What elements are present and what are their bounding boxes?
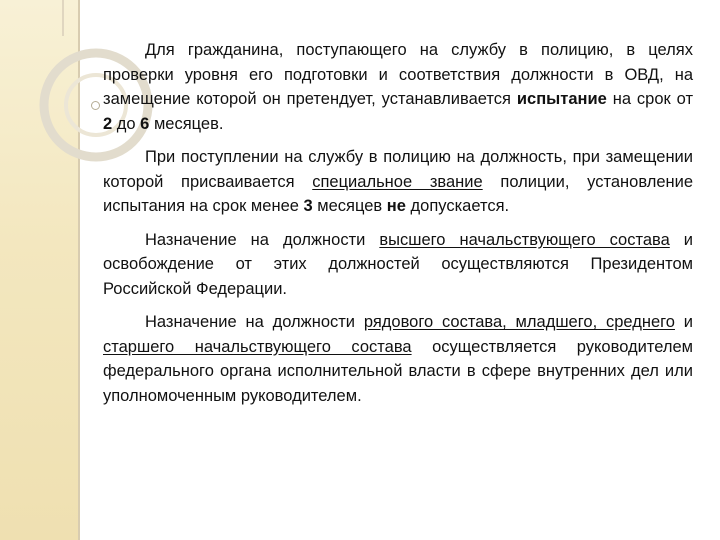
underlined-text: рядового состава, младшего, среднего: [363, 313, 675, 331]
left-decorative-band: [0, 0, 78, 540]
top-accent-line: [62, 0, 64, 36]
paragraph-special-rank: [103, 145, 693, 219]
text-run: допускается.: [405, 197, 510, 215]
text-run: месяцев.: [149, 114, 224, 133]
document-body: [103, 38, 693, 417]
text-run: Для гражданина, поступающего на службу в полицию, в целях проверки уровня его подготовки и соответствия должности в ОВД, на замещение которой он претендует, устанавливается: [103, 41, 693, 108]
text-run: Назначение на должности: [145, 313, 364, 331]
bold-text: 3: [303, 197, 313, 215]
text-run: Назначение на должности: [145, 230, 380, 249]
underlined-text: старшего начальствующего состава: [103, 337, 412, 356]
vertical-divider-line: [78, 0, 80, 540]
text-run: осуществляется руководителем федерального органа исполнительной власти в сфере внутренних дел или уполномоченным руководителем.: [103, 337, 693, 405]
bold-text: 6: [140, 114, 150, 133]
text-run: до: [112, 114, 141, 133]
text-run: и: [674, 313, 694, 331]
underlined-text: высшего начальствующего состава: [379, 230, 670, 249]
bold-text: испытание: [516, 90, 607, 108]
paragraph-probation-term: [103, 38, 693, 136]
underlined-text: специальное звание: [312, 172, 483, 191]
text-run: и освобождение от этих должностей осуществляются Президентом Российской Федерации.: [103, 230, 693, 298]
text-run: полиции, установление испытания на срок менее: [103, 172, 694, 215]
bold-text: не: [386, 197, 406, 215]
text-run: на срок от: [606, 90, 694, 108]
bullet-circle-icon: [91, 101, 100, 110]
bold-text: 2: [103, 114, 113, 133]
text-run: месяцев: [312, 197, 387, 215]
text-run: При поступлении на службу в полицию на должность, при замещении которой присваивается: [103, 148, 693, 191]
paragraph-other-staff: [103, 310, 693, 408]
paragraph-senior-staff: [103, 228, 693, 302]
